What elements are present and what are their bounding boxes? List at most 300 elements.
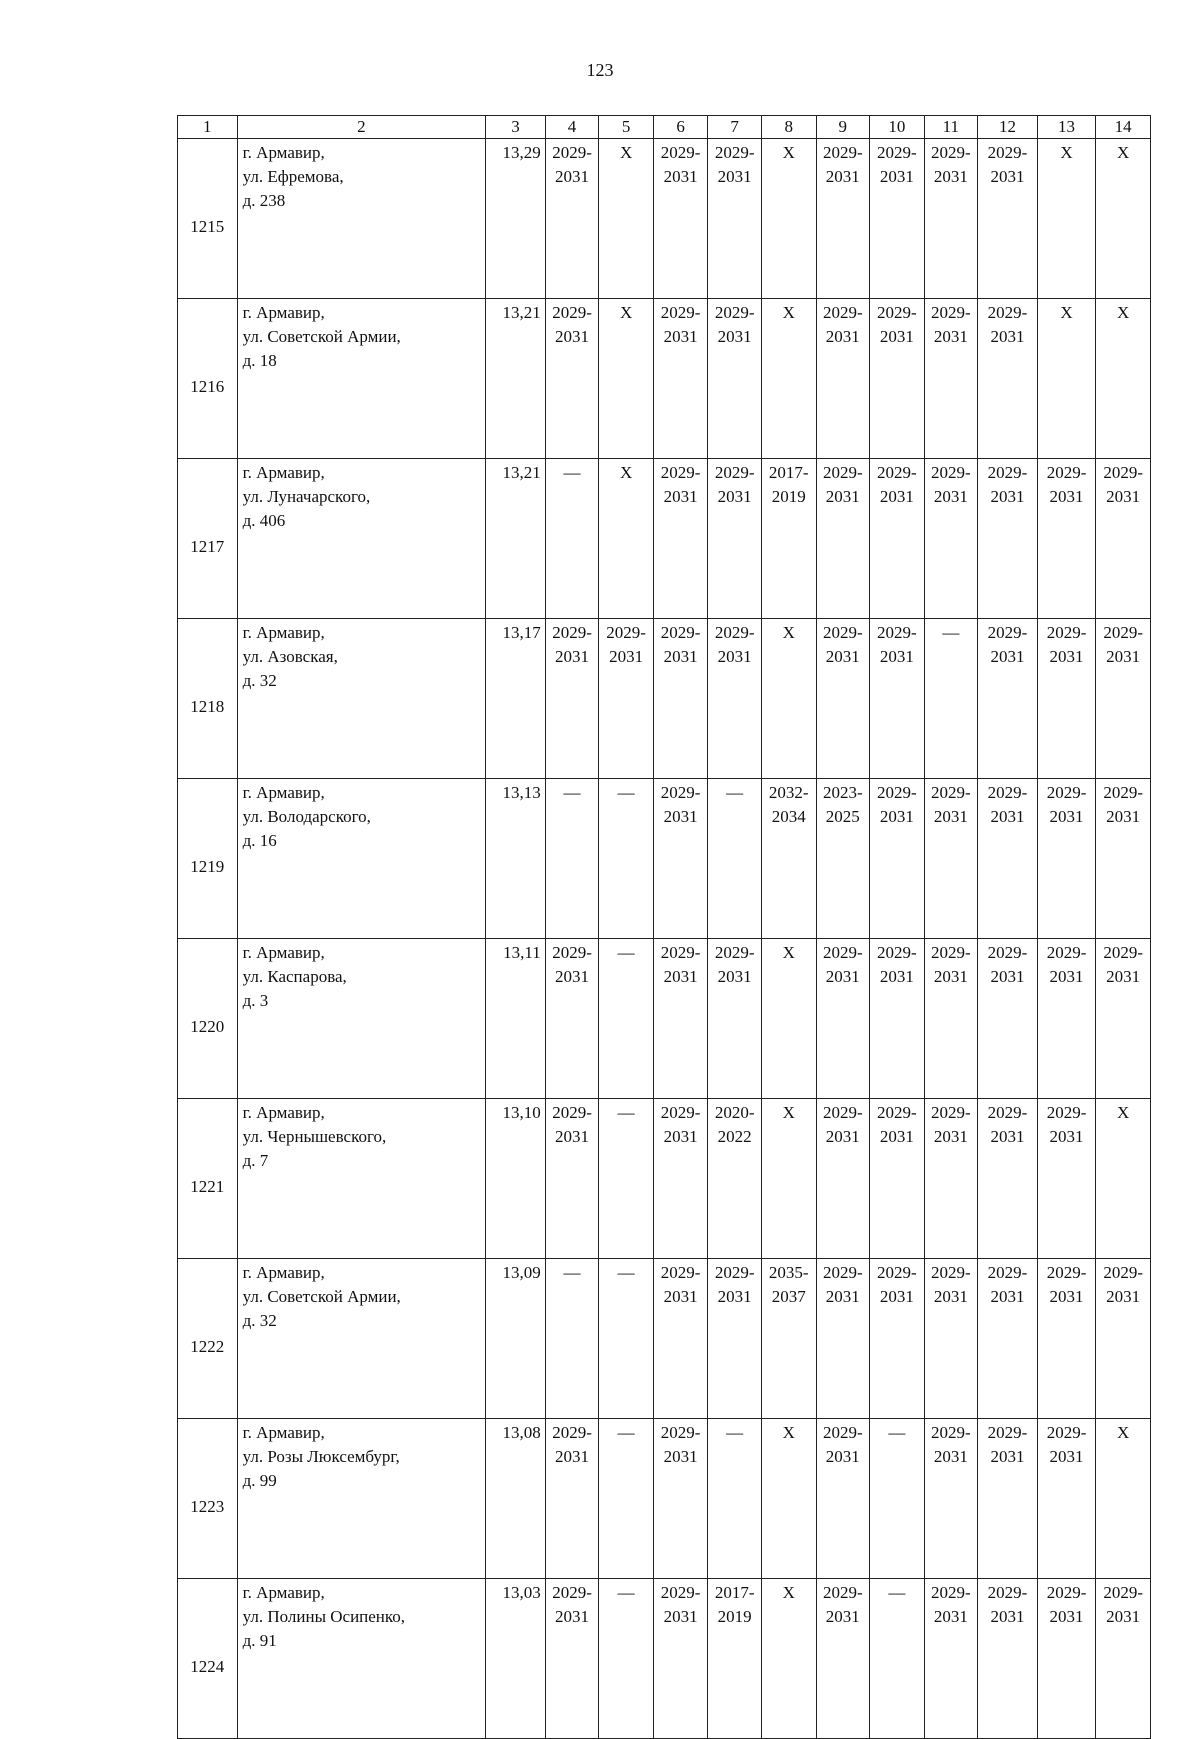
- period-cell: [599, 139, 654, 299]
- period-value: 2029- 2031: [660, 623, 701, 666]
- period-cell: [545, 1419, 599, 1579]
- column-header-1: 1: [178, 116, 238, 139]
- period-cell: [978, 1419, 1038, 1579]
- period-value: 2029- 2031: [660, 1103, 701, 1146]
- period-value: —: [563, 463, 581, 482]
- address-street: ул. Каспарова,: [242, 967, 347, 986]
- table-row: [178, 1099, 1151, 1259]
- row-number: 1218: [178, 619, 238, 779]
- period-cell: [599, 1419, 654, 1579]
- address-cell: [237, 779, 486, 939]
- address-house: д. 16: [242, 831, 277, 850]
- data-table: [177, 115, 1151, 1739]
- period-cell: [545, 459, 599, 619]
- address-city: г. Армавир,: [242, 783, 325, 802]
- period-cell: [1096, 619, 1151, 779]
- period-value: X: [1060, 303, 1073, 322]
- period-cell: [653, 299, 708, 459]
- area-value: 13,10: [486, 1099, 546, 1259]
- period-cell: [708, 139, 762, 299]
- address-cell: [237, 299, 486, 459]
- period-cell: [1037, 1259, 1096, 1419]
- period-value: 2029- 2031: [660, 303, 701, 346]
- period-cell: [545, 619, 599, 779]
- period-value: 2029- 2031: [606, 623, 646, 666]
- period-cell: [761, 459, 816, 619]
- period-cell: [870, 299, 925, 459]
- period-value: X: [782, 623, 795, 642]
- period-value: 2029- 2031: [660, 143, 701, 186]
- table-row: [178, 939, 1151, 1099]
- address-city: г. Армавир,: [242, 1423, 325, 1442]
- period-cell: [1037, 939, 1096, 1099]
- period-value: 2029- 2031: [931, 1583, 971, 1626]
- period-value: 2029- 2031: [822, 943, 863, 986]
- address-street: ул. Полины Осипенко,: [242, 1607, 406, 1626]
- table-body: [178, 116, 1151, 1739]
- period-value: X: [619, 463, 633, 482]
- address-house: д. 32: [242, 1311, 277, 1330]
- address-street: ул. Чернышевского,: [242, 1127, 387, 1146]
- period-cell: [545, 299, 599, 459]
- period-cell: [653, 139, 708, 299]
- period-cell: [545, 139, 599, 299]
- table-row: [178, 299, 1151, 459]
- period-value: —: [942, 623, 960, 642]
- period-value: 2029- 2031: [1046, 1103, 1087, 1146]
- period-cell: [1096, 299, 1151, 459]
- header-row: [178, 116, 1151, 139]
- table-row: [178, 1579, 1151, 1739]
- period-cell: [1096, 1099, 1151, 1259]
- table-row: [178, 1419, 1151, 1579]
- address-house: д. 32: [242, 671, 277, 690]
- period-cell: [545, 939, 599, 1099]
- column-header-14: 14: [1096, 116, 1151, 139]
- period-cell: [708, 779, 762, 939]
- column-header-5: 5: [599, 116, 654, 139]
- period-value: 2029- 2031: [1046, 623, 1087, 666]
- period-value: —: [726, 1423, 744, 1442]
- address-city: г. Армавир,: [242, 1103, 325, 1122]
- column-header-2: 2: [237, 116, 486, 139]
- period-cell: [870, 139, 925, 299]
- period-value: 2029- 2031: [1046, 1423, 1087, 1466]
- period-value: 2029- 2031: [931, 1103, 971, 1146]
- period-cell: [924, 1419, 978, 1579]
- address-street: ул. Володарского,: [242, 807, 371, 826]
- period-value: 2017- 2019: [768, 463, 809, 506]
- period-value: 2029- 2031: [987, 1263, 1028, 1306]
- period-value: 2029- 2031: [1046, 783, 1087, 826]
- period-cell: [599, 779, 654, 939]
- period-value: 2029- 2031: [931, 1263, 971, 1306]
- area-value: 13,29: [486, 139, 546, 299]
- period-cell: [816, 779, 870, 939]
- period-value: 2029- 2031: [660, 943, 701, 986]
- period-cell: [924, 619, 978, 779]
- address-street: ул. Советской Армии,: [242, 327, 401, 346]
- period-value: 2029- 2031: [822, 1263, 863, 1306]
- address-cell: [237, 1419, 486, 1579]
- address-cell: [237, 939, 486, 1099]
- period-value: X: [1117, 143, 1130, 162]
- column-header-4: 4: [545, 116, 599, 139]
- period-value: 2029- 2031: [1103, 623, 1143, 666]
- period-cell: [978, 1099, 1038, 1259]
- period-cell: [978, 299, 1038, 459]
- period-value: 2029- 2031: [931, 943, 971, 986]
- area-value: 13,13: [486, 779, 546, 939]
- period-value: 2029- 2031: [987, 143, 1028, 186]
- period-cell: [1037, 619, 1096, 779]
- period-cell: [924, 139, 978, 299]
- address-house: д. 3: [242, 991, 269, 1010]
- period-cell: [816, 299, 870, 459]
- address-city: г. Армавир,: [242, 623, 325, 642]
- period-value: 2029- 2031: [1103, 943, 1143, 986]
- period-cell: [924, 779, 978, 939]
- column-header-7: 7: [708, 116, 762, 139]
- period-value: 2029- 2031: [822, 303, 863, 346]
- period-cell: [924, 299, 978, 459]
- address-cell: [237, 139, 486, 299]
- period-value: 2029- 2031: [1103, 463, 1143, 506]
- address-city: г. Армавир,: [242, 1583, 325, 1602]
- row-number: 1219: [178, 779, 238, 939]
- period-value: —: [617, 1263, 635, 1282]
- period-value: 2029- 2031: [714, 1263, 755, 1306]
- address-street: ул. Ефремова,: [242, 167, 344, 186]
- address-cell: [237, 1099, 486, 1259]
- period-cell: [761, 139, 816, 299]
- period-value: —: [888, 1583, 906, 1602]
- period-value: —: [617, 943, 635, 962]
- period-cell: [599, 1099, 654, 1259]
- period-cell: [1096, 139, 1151, 299]
- period-cell: [978, 939, 1038, 1099]
- period-value: 2029- 2031: [987, 943, 1028, 986]
- period-value: X: [782, 943, 795, 962]
- period-cell: [1037, 459, 1096, 619]
- period-cell: [653, 619, 708, 779]
- period-cell: [816, 1099, 870, 1259]
- period-cell: [545, 1099, 599, 1259]
- table-row: [178, 619, 1151, 779]
- period-cell: [924, 939, 978, 1099]
- period-value: X: [782, 303, 795, 322]
- period-cell: [978, 139, 1038, 299]
- period-cell: [1037, 1419, 1096, 1579]
- period-cell: [708, 1259, 762, 1419]
- period-cell: [816, 139, 870, 299]
- period-cell: [978, 1579, 1038, 1739]
- column-header-12: 12: [978, 116, 1038, 139]
- period-value: X: [619, 143, 633, 162]
- period-cell: [653, 459, 708, 619]
- period-cell: [978, 619, 1038, 779]
- period-cell: [924, 459, 978, 619]
- period-cell: [816, 1579, 870, 1739]
- period-value: 2029- 2031: [552, 1583, 592, 1626]
- period-value: —: [617, 1103, 635, 1122]
- address-city: г. Армавир,: [242, 463, 325, 482]
- address-cell: [237, 1579, 486, 1739]
- period-value: 2029- 2031: [714, 943, 755, 986]
- period-cell: [1096, 1259, 1151, 1419]
- period-value: —: [563, 783, 581, 802]
- table-row: [178, 459, 1151, 619]
- period-value: 2029- 2031: [876, 1103, 917, 1146]
- column-header-6: 6: [653, 116, 708, 139]
- period-cell: [545, 1579, 599, 1739]
- period-value: 2035- 2037: [768, 1263, 809, 1306]
- period-cell: [761, 1419, 816, 1579]
- address-house: д. 406: [242, 511, 286, 530]
- period-value: X: [1117, 1423, 1130, 1442]
- period-value: 2029- 2031: [987, 303, 1028, 346]
- period-value: 2029- 2031: [552, 303, 592, 346]
- period-cell: [708, 619, 762, 779]
- period-value: 2029- 2031: [822, 623, 863, 666]
- table-row: [178, 1259, 1151, 1419]
- area-value: 13,09: [486, 1259, 546, 1419]
- period-value: X: [1117, 303, 1130, 322]
- period-cell: [924, 1579, 978, 1739]
- address-cell: [237, 459, 486, 619]
- row-number: 1221: [178, 1099, 238, 1259]
- period-value: 2029- 2031: [1103, 783, 1143, 826]
- period-cell: [708, 1099, 762, 1259]
- period-value: 2029- 2031: [987, 1583, 1028, 1626]
- period-value: —: [617, 783, 635, 802]
- period-cell: [545, 779, 599, 939]
- period-value: X: [619, 303, 633, 322]
- period-value: 2029- 2031: [931, 143, 971, 186]
- period-cell: [870, 939, 925, 1099]
- area-value: 13,03: [486, 1579, 546, 1739]
- address-house: д. 91: [242, 1631, 277, 1650]
- period-value: 2017- 2019: [714, 1583, 755, 1626]
- address-street: ул. Розы Люксембург,: [242, 1447, 400, 1466]
- period-value: 2029- 2031: [876, 1263, 917, 1306]
- period-cell: [1096, 939, 1151, 1099]
- period-cell: [708, 459, 762, 619]
- column-header-3: 3: [486, 116, 546, 139]
- period-value: 2029- 2031: [987, 1103, 1028, 1146]
- period-value: 2029- 2031: [822, 143, 863, 186]
- period-cell: [1037, 299, 1096, 459]
- period-value: X: [782, 143, 795, 162]
- period-value: 2029- 2031: [987, 783, 1028, 826]
- period-cell: [924, 1259, 978, 1419]
- period-cell: [761, 939, 816, 1099]
- address-house: д. 18: [242, 351, 277, 370]
- table-row: [178, 779, 1151, 939]
- period-cell: [1096, 1579, 1151, 1739]
- period-cell: [816, 1259, 870, 1419]
- row-number: 1224: [178, 1579, 238, 1739]
- period-value: 2029- 2031: [876, 463, 917, 506]
- period-cell: [1037, 1099, 1096, 1259]
- row-number: 1220: [178, 939, 238, 1099]
- address-street: ул. Азовская,: [242, 647, 338, 666]
- address-street: ул. Луначарского,: [242, 487, 371, 506]
- period-value: 2029- 2031: [987, 1423, 1028, 1466]
- period-cell: [816, 1419, 870, 1579]
- period-cell: [870, 459, 925, 619]
- period-cell: [761, 1099, 816, 1259]
- period-value: 2020- 2022: [714, 1103, 755, 1146]
- row-number: 1216: [178, 299, 238, 459]
- address-cell: [237, 619, 486, 779]
- address-house: д. 99: [242, 1471, 277, 1490]
- column-header-9: 9: [816, 116, 870, 139]
- address-city: г. Армавир,: [242, 143, 325, 162]
- period-cell: [870, 779, 925, 939]
- area-value: 13,21: [486, 459, 546, 619]
- period-value: 2029- 2031: [714, 623, 755, 666]
- period-value: 2029- 2031: [552, 1103, 592, 1146]
- period-cell: [708, 939, 762, 1099]
- period-value: 2029- 2031: [931, 1423, 971, 1466]
- period-value: 2029- 2031: [822, 1423, 863, 1466]
- period-cell: [653, 1419, 708, 1579]
- column-header-10: 10: [870, 116, 925, 139]
- period-value: 2029- 2031: [552, 943, 592, 986]
- period-value: X: [1060, 143, 1073, 162]
- period-cell: [870, 1419, 925, 1579]
- period-value: X: [782, 1583, 795, 1602]
- period-cell: [978, 779, 1038, 939]
- period-value: X: [1117, 1103, 1130, 1122]
- row-number: 1215: [178, 139, 238, 299]
- period-cell: [599, 1259, 654, 1419]
- period-value: 2029- 2031: [660, 1423, 701, 1466]
- period-cell: [870, 1579, 925, 1739]
- period-cell: [761, 1579, 816, 1739]
- address-city: г. Армавир,: [242, 1263, 325, 1282]
- row-number: 1222: [178, 1259, 238, 1419]
- period-cell: [870, 619, 925, 779]
- period-value: 2029- 2031: [660, 783, 701, 826]
- period-value: 2029- 2031: [931, 303, 971, 346]
- period-value: 2029- 2031: [876, 623, 917, 666]
- address-street: ул. Советской Армии,: [242, 1287, 401, 1306]
- period-value: —: [617, 1423, 635, 1442]
- period-value: 2029- 2031: [876, 143, 917, 186]
- period-cell: [870, 1259, 925, 1419]
- period-cell: [1096, 779, 1151, 939]
- period-cell: [599, 939, 654, 1099]
- period-cell: [1096, 1419, 1151, 1579]
- period-value: X: [782, 1103, 795, 1122]
- period-value: —: [726, 783, 744, 802]
- table-row: [178, 139, 1151, 299]
- period-value: 2029- 2031: [552, 1423, 592, 1466]
- period-cell: [1037, 139, 1096, 299]
- area-value: 13,08: [486, 1419, 546, 1579]
- period-value: 2029- 2031: [987, 463, 1028, 506]
- period-cell: [599, 619, 654, 779]
- period-value: 2029- 2031: [822, 463, 863, 506]
- area-value: 13,17: [486, 619, 546, 779]
- period-cell: [1037, 779, 1096, 939]
- column-header-11: 11: [924, 116, 978, 139]
- period-value: —: [563, 1263, 581, 1282]
- period-value: 2029- 2031: [1103, 1583, 1143, 1626]
- page-number: 123: [586, 60, 614, 80]
- period-cell: [599, 459, 654, 619]
- period-value: 2029- 2031: [660, 1583, 701, 1626]
- period-cell: [653, 1259, 708, 1419]
- period-value: 2029- 2031: [714, 143, 755, 186]
- period-cell: [599, 1579, 654, 1739]
- period-value: 2029- 2031: [1046, 943, 1087, 986]
- period-cell: [708, 1419, 762, 1579]
- period-cell: [978, 1259, 1038, 1419]
- period-value: —: [888, 1423, 906, 1442]
- period-value: 2029- 2031: [931, 463, 971, 506]
- period-value: 2029- 2031: [1046, 1583, 1087, 1626]
- period-value: 2029- 2031: [552, 143, 592, 186]
- row-number: 1217: [178, 459, 238, 619]
- period-cell: [816, 459, 870, 619]
- period-cell: [653, 939, 708, 1099]
- period-cell: [761, 779, 816, 939]
- row-number: 1223: [178, 1419, 238, 1579]
- period-cell: [599, 299, 654, 459]
- period-cell: [761, 1259, 816, 1419]
- area-value: 13,21: [486, 299, 546, 459]
- period-value: 2029- 2031: [822, 1583, 863, 1626]
- period-cell: [545, 1259, 599, 1419]
- period-cell: [653, 1099, 708, 1259]
- period-value: —: [617, 1583, 635, 1602]
- period-cell: [816, 619, 870, 779]
- period-value: 2029- 2031: [876, 783, 917, 826]
- period-value: 2029- 2031: [660, 463, 701, 506]
- period-value: 2032- 2034: [768, 783, 809, 826]
- column-header-8: 8: [761, 116, 816, 139]
- period-cell: [978, 459, 1038, 619]
- address-house: д. 238: [242, 191, 286, 210]
- period-value: 2029- 2031: [931, 783, 971, 826]
- period-value: 2029- 2031: [876, 303, 917, 346]
- period-cell: [708, 299, 762, 459]
- address-cell: [237, 1259, 486, 1419]
- period-value: 2029- 2031: [714, 303, 755, 346]
- period-cell: [1096, 459, 1151, 619]
- period-cell: [653, 779, 708, 939]
- period-value: 2029- 2031: [660, 1263, 701, 1306]
- period-value: X: [782, 1423, 795, 1442]
- area-value: 13,11: [486, 939, 546, 1099]
- address-city: г. Армавир,: [242, 303, 325, 322]
- period-cell: [653, 1579, 708, 1739]
- address-house: д. 7: [242, 1151, 269, 1170]
- period-value: 2029- 2031: [1103, 1263, 1143, 1306]
- period-cell: [816, 939, 870, 1099]
- period-value: 2029- 2031: [876, 943, 917, 986]
- address-city: г. Армавир,: [242, 943, 325, 962]
- column-header-13: 13: [1037, 116, 1096, 139]
- period-cell: [924, 1099, 978, 1259]
- period-value: 2029- 2031: [987, 623, 1028, 666]
- period-value: 2029- 2031: [1046, 1263, 1087, 1306]
- period-cell: [761, 299, 816, 459]
- period-value: 2029- 2031: [552, 623, 592, 666]
